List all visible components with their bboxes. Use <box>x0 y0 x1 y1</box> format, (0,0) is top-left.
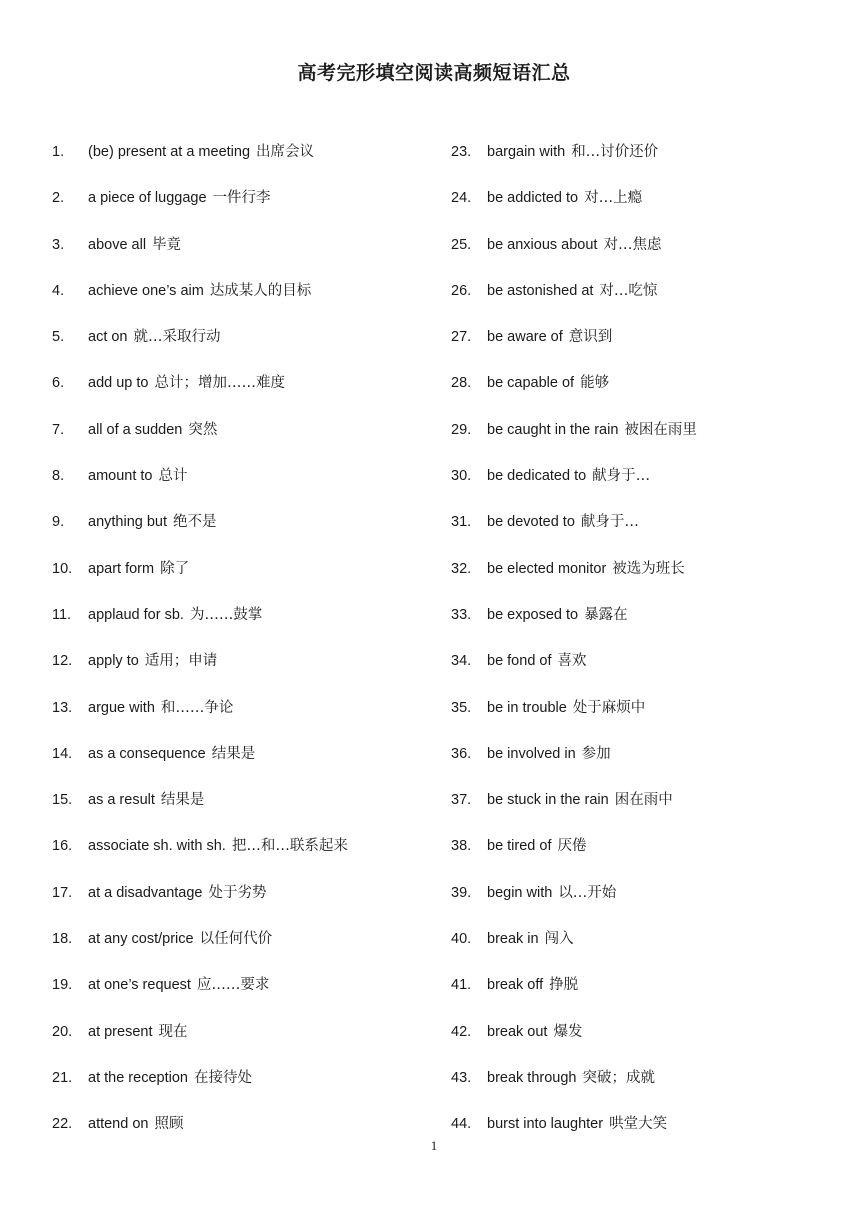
item-phrase: at a disadvantage <box>88 884 203 901</box>
item-phrase: as a result <box>88 792 155 809</box>
item-number: 35. <box>451 699 472 716</box>
item-phrase: above all <box>88 236 147 253</box>
list-item <box>451 651 851 697</box>
item-number: 41. <box>451 977 472 994</box>
item-phrase: at present <box>88 1023 153 1040</box>
item-phrase: be exposed to <box>487 606 579 623</box>
item-phrase: be tired of <box>487 838 552 855</box>
item-number: 13. <box>52 699 73 716</box>
item-phrase: be dedicated to <box>487 468 587 485</box>
item-phrase: amount to <box>88 468 153 485</box>
item-phrase: be caught in the rain <box>487 421 619 438</box>
item-meaning: 喜欢 <box>557 653 587 670</box>
list-item <box>451 1022 851 1068</box>
item-phrase: be involved in <box>487 745 576 762</box>
list-item <box>52 698 432 744</box>
item-meaning: 就…采取行动 <box>133 329 221 346</box>
item-number: 1. <box>52 144 65 160</box>
item-number: 43. <box>451 1069 472 1086</box>
item-meaning: 照顾 <box>154 1116 184 1133</box>
list-item <box>451 1068 851 1114</box>
list-item <box>52 929 432 975</box>
item-meaning: 献身于… <box>580 514 639 531</box>
item-number: 38. <box>451 838 472 855</box>
item-meaning: 以…开始 <box>558 884 617 901</box>
item-number: 24. <box>451 190 472 207</box>
list-item <box>451 883 851 929</box>
page-number: 1 <box>430 1138 438 1153</box>
item-number: 20. <box>52 1023 73 1040</box>
list-item <box>451 235 851 281</box>
list-item <box>52 975 432 1021</box>
item-meaning: 厌倦 <box>557 838 587 855</box>
item-number: 17. <box>52 884 73 901</box>
item-number: 34. <box>451 653 472 670</box>
list-item <box>451 420 851 466</box>
item-meaning: 爆发 <box>553 1023 583 1040</box>
list-item <box>52 281 432 327</box>
list-item <box>52 235 432 281</box>
list-item <box>451 327 851 373</box>
item-number: 19. <box>52 977 73 994</box>
list-item <box>451 466 851 512</box>
item-meaning: 处于劣势 <box>208 884 267 901</box>
item-number: 30. <box>451 468 472 485</box>
phrase-list-right <box>451 142 851 1161</box>
item-number: 28. <box>451 375 472 392</box>
list-item <box>451 790 851 836</box>
item-phrase: be capable of <box>487 375 575 392</box>
list-item <box>52 651 432 697</box>
item-meaning: 和……争论 <box>160 699 234 716</box>
item-phrase: be elected monitor <box>487 560 607 577</box>
item-number: 6. <box>52 375 65 392</box>
list-item <box>52 605 432 651</box>
list-item <box>52 790 432 836</box>
item-number: 3. <box>52 236 65 253</box>
item-meaning: 为……鼓掌 <box>189 606 263 623</box>
item-phrase: (be) present at a meeting <box>88 144 251 160</box>
item-meaning: 意识到 <box>568 329 613 346</box>
item-number: 32. <box>451 560 472 577</box>
item-meaning: 出席会议 <box>256 144 315 160</box>
item-meaning: 对…吃惊 <box>599 282 658 299</box>
item-meaning: 现在 <box>158 1023 188 1040</box>
item-phrase: at the reception <box>88 1069 188 1086</box>
list-item <box>52 1068 432 1114</box>
item-phrase: achieve one’s aim <box>88 282 204 299</box>
item-meaning: 突破；成就 <box>582 1069 655 1086</box>
list-item <box>52 466 432 512</box>
item-number: 14. <box>52 745 73 762</box>
item-phrase: be in trouble <box>487 699 567 716</box>
item-meaning: 绝不是 <box>173 514 217 531</box>
list-item <box>52 188 432 234</box>
item-phrase: applaud for sb. <box>88 606 184 623</box>
item-meaning: 挣脱 <box>549 977 579 994</box>
item-meaning: 以任何代价 <box>199 931 273 948</box>
item-number: 16. <box>52 838 73 855</box>
list-item <box>451 975 851 1021</box>
item-phrase: be stuck in the rain <box>487 792 609 809</box>
item-meaning: 除了 <box>160 560 190 577</box>
item-phrase: break in <box>487 931 539 948</box>
list-item <box>451 373 851 419</box>
item-number: 27. <box>451 329 472 346</box>
list-item <box>451 512 851 558</box>
item-phrase: be astonished at <box>487 282 594 299</box>
item-meaning: 献身于… <box>592 468 651 485</box>
item-phrase: be devoted to <box>487 514 575 531</box>
item-meaning: 毕竟 <box>152 236 182 253</box>
item-meaning: 应……要求 <box>196 977 270 994</box>
item-number: 8. <box>52 468 65 485</box>
item-phrase: a piece of luggage <box>88 190 207 207</box>
item-phrase: associate sh. with sh. <box>88 838 226 855</box>
list-item <box>52 373 432 419</box>
item-number: 15. <box>52 792 73 809</box>
item-number: 36. <box>451 745 472 762</box>
item-number: 26. <box>451 282 472 299</box>
item-meaning: 把…和…联系起来 <box>231 838 348 855</box>
item-meaning: 突然 <box>188 421 218 438</box>
list-item <box>451 281 851 327</box>
item-phrase: apart form <box>88 560 155 577</box>
item-meaning: 困在雨中 <box>614 792 673 809</box>
list-item <box>52 142 432 188</box>
item-meaning: 暴露在 <box>584 606 628 623</box>
item-meaning: 达成某人的目标 <box>209 282 312 299</box>
item-number: 2. <box>52 190 65 207</box>
item-phrase: begin with <box>487 884 553 901</box>
item-phrase: be aware of <box>487 329 563 346</box>
item-number: 40. <box>451 931 472 948</box>
item-phrase: argue with <box>88 699 155 716</box>
item-phrase: act on <box>88 329 128 346</box>
item-number: 11. <box>52 606 72 623</box>
phrase-list-left <box>52 142 432 1161</box>
item-phrase: be fond of <box>487 653 552 670</box>
list-item <box>451 605 851 651</box>
item-number: 33. <box>451 606 472 623</box>
item-phrase: break out <box>487 1023 548 1040</box>
item-meaning: 和…讨价还价 <box>571 144 659 160</box>
item-number: 37. <box>451 792 472 809</box>
list-item <box>451 188 851 234</box>
item-phrase: as a consequence <box>88 745 206 762</box>
item-number: 7. <box>52 421 65 438</box>
item-phrase: anything but <box>88 514 168 531</box>
item-meaning: 一件行李 <box>212 190 271 207</box>
item-number: 21. <box>52 1069 73 1086</box>
item-meaning: 被困在雨里 <box>624 421 697 438</box>
item-meaning: 处于麻烦中 <box>572 699 646 716</box>
item-meaning: 总计；增加……难度 <box>154 375 285 392</box>
item-phrase: be addicted to <box>487 190 579 207</box>
item-meaning: 总计 <box>158 468 188 485</box>
item-phrase: bargain with <box>487 144 566 160</box>
item-meaning: 结果是 <box>160 792 205 809</box>
item-meaning: 哄堂大笑 <box>609 1116 668 1133</box>
item-meaning: 对…上瘾 <box>584 190 643 207</box>
list-item <box>451 836 851 882</box>
item-meaning: 在接待处 <box>193 1069 252 1086</box>
item-number: 31. <box>451 514 472 531</box>
list-item <box>451 559 851 605</box>
item-number: 10. <box>52 560 73 577</box>
item-phrase: attend on <box>88 1116 149 1133</box>
item-number: 12. <box>52 653 73 670</box>
item-phrase: be anxious about <box>487 236 598 253</box>
item-number: 44. <box>451 1116 472 1133</box>
item-number: 4. <box>52 282 65 299</box>
item-meaning: 能够 <box>580 375 610 392</box>
item-meaning: 闯入 <box>544 931 574 948</box>
list-item <box>52 512 432 558</box>
item-phrase: add up to <box>88 375 149 392</box>
item-meaning: 被选为班长 <box>612 560 685 577</box>
item-phrase: at one’s request <box>88 977 191 994</box>
item-number: 25. <box>451 236 472 253</box>
list-item <box>451 744 851 790</box>
item-phrase: break off <box>487 977 544 994</box>
item-meaning: 对…焦虑 <box>603 236 662 253</box>
item-phrase: burst into laughter <box>487 1116 604 1133</box>
item-number: 9. <box>52 514 65 531</box>
list-item <box>52 420 432 466</box>
item-number: 18. <box>52 931 73 948</box>
item-phrase: all of a sudden <box>88 421 183 438</box>
list-item <box>52 327 432 373</box>
item-number: 29. <box>451 421 472 438</box>
list-item <box>52 836 432 882</box>
item-number: 22. <box>52 1116 73 1133</box>
item-number: 23. <box>451 144 472 160</box>
list-item <box>52 883 432 929</box>
page-title: 高考完形填空阅读高频短语汇总 <box>297 62 571 84</box>
item-meaning: 结果是 <box>211 745 256 762</box>
item-meaning: 适用；申请 <box>144 653 218 670</box>
item-phrase: apply to <box>88 653 139 670</box>
list-item <box>52 744 432 790</box>
item-number: 5. <box>52 329 65 346</box>
item-phrase: at any cost/price <box>88 931 194 948</box>
list-item <box>451 929 851 975</box>
item-phrase: break through <box>487 1069 577 1086</box>
item-number: 39. <box>451 884 472 901</box>
list-item <box>451 142 851 188</box>
item-meaning: 参加 <box>581 745 611 762</box>
item-number: 42. <box>451 1023 472 1040</box>
list-item <box>52 559 432 605</box>
list-item <box>52 1022 432 1068</box>
list-item <box>451 698 851 744</box>
